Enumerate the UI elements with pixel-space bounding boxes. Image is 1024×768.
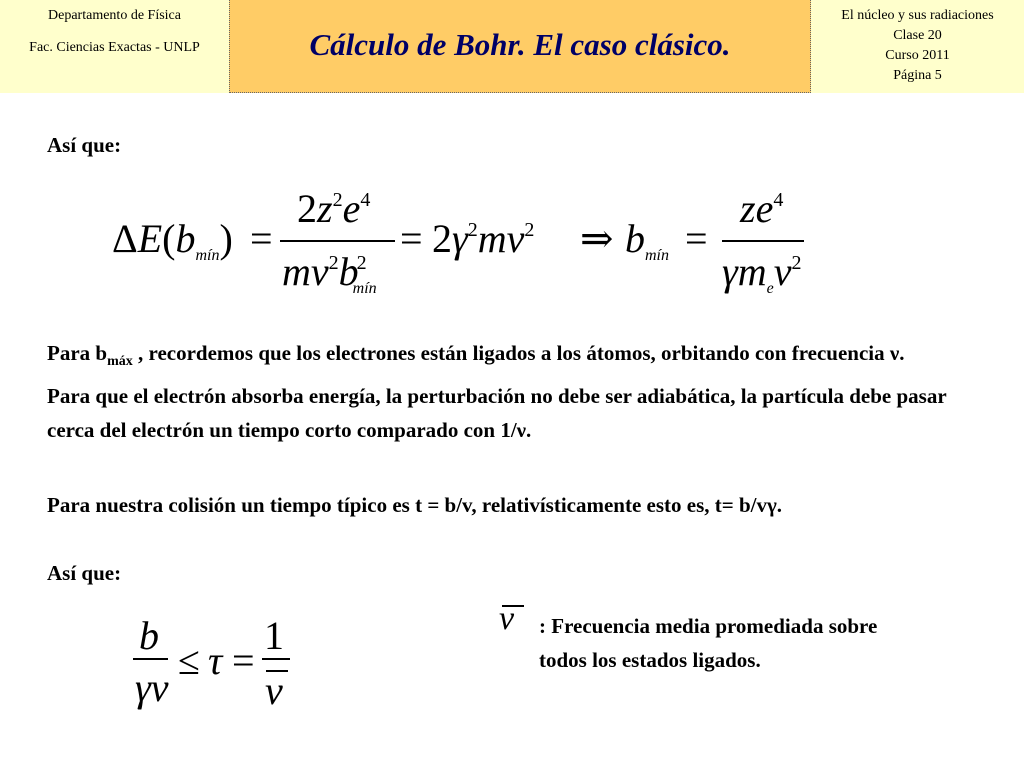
eq-denominator-2: $\gamma m_ev^2$ bbox=[722, 249, 802, 297]
eq-fraction-line-1 bbox=[280, 240, 395, 242]
page-label: Página 5 bbox=[893, 68, 942, 83]
department-label: Departamento de Física bbox=[48, 8, 181, 23]
header-left bbox=[0, 0, 229, 93]
eq-middle: $2\gamma^2mv^2$ bbox=[432, 216, 535, 261]
course-title: El núcleo y sus radiaciones bbox=[841, 8, 994, 23]
eq-equals-3: = bbox=[685, 216, 708, 261]
eq-equals-1: = bbox=[250, 216, 273, 261]
eq-fraction-line-2 bbox=[722, 240, 804, 242]
faculty-label: Fac. Ciencias Exactas - UNLP bbox=[29, 40, 200, 55]
intro-label: Así que: bbox=[47, 133, 122, 157]
nu-bar-note: : Frecuencia media promediada sobre todos los estados ligados. bbox=[539, 614, 878, 672]
eq2-denominator-gv: γv bbox=[135, 665, 169, 710]
eq-numerator-2: $ze^4$ bbox=[740, 186, 784, 231]
eq2-fraction-line-2 bbox=[262, 658, 290, 660]
eq-equals-2: = bbox=[400, 216, 423, 261]
class-label: Clase 20 bbox=[893, 28, 942, 43]
eq-delta-e: $\Delta E(b_{mín})$ bbox=[112, 216, 233, 264]
paragraph-collision-time: Para nuestra colisión un tiempo típico es t = b/v, relativísticamente esto es, t= b/vγ. bbox=[47, 493, 783, 517]
slide-title: Cálculo de Bohr. El caso clásico. bbox=[309, 27, 731, 62]
eq2-nu: ν bbox=[265, 668, 283, 713]
eq2-tau: τ bbox=[208, 638, 223, 683]
header-title-box bbox=[229, 0, 811, 93]
paragraph-bmax: Para $b_{máx}$ , recordemos que los electrones están ligados a los átomos, orbitando con frecuencia ν. Para que el electrón absorba energía, la perturbación no debe ser adiabática, la partícula debe pasar cerca del electrón un tiempo corto comparado con 1/ν. bbox=[47, 341, 947, 443]
eq-b-min: $b_{mín}$ bbox=[625, 216, 669, 264]
eq-implies-arrow: ⇒ bbox=[580, 216, 614, 261]
eq2-equals: = bbox=[232, 638, 255, 683]
header-right bbox=[811, 0, 1024, 93]
second-label: Así que: bbox=[47, 561, 122, 585]
eq2-fraction-line-1 bbox=[133, 658, 168, 660]
year-label: Curso 2011 bbox=[885, 48, 950, 63]
eq2-leq: ≤ bbox=[178, 638, 200, 683]
eq2-numerator-one: 1 bbox=[264, 613, 284, 658]
eq2-numerator-b: b bbox=[139, 613, 159, 658]
nu-bar-symbol: ν bbox=[499, 600, 515, 637]
eq-numerator-1: $2z^2e^4$ bbox=[297, 186, 371, 231]
eq-denominator-1: $mv^2b^2_{mín}$ bbox=[282, 249, 377, 297]
